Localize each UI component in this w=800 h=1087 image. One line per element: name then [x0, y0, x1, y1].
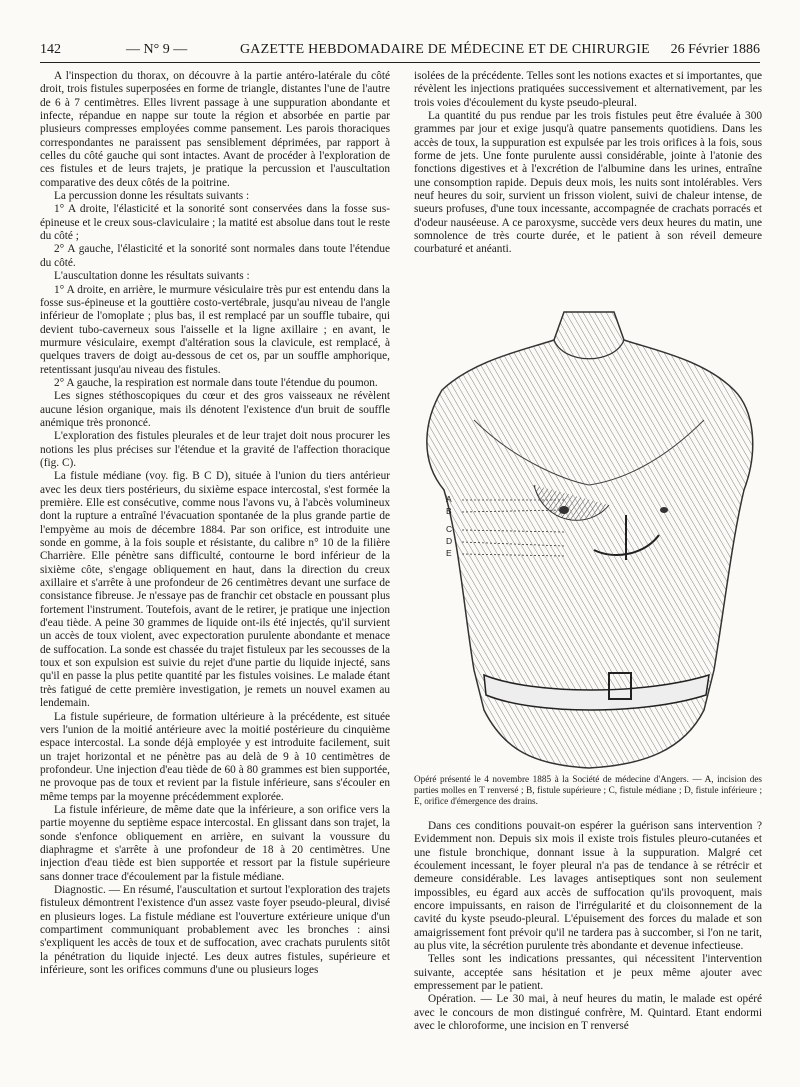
paragraph: 1° A droite, en arrière, le murmure vésiculaire très pur est entendu dans la fosse sus-épineuse et la gouttière costo-vertébrale, jusqu'au niveau de l'angle inférieur de l'omoplate ; plus bas, il est remplacé par un souffle tubaire, qui devient tubo-caverneux sous l'aisselle et la ligne axillaire ; en avant, le murmure vésiculaire, exempt d'altération sous la clavicule, est remplacé, à quelques travers de doigt au-dessous de cet os, par un souffle amphorique, retentissant jusqu'au niveau des fistules.	[40, 283, 390, 376]
paragraph: Dans ces conditions pouvait-on espérer la guérison sans intervention ? Evidemment non. Depuis six mois il existe trois fistules pleuro-cutanées et une fistule bronchique, donnant issue à la suppuration. Malgré cet écoulement incessant, le foyer pleural n'a pas de tendance à se rétrécir et demeure considérable. Les lavages antiseptiques sont non seulement impossibles, eu égard aux accès de suffocation qu'ils provoquent, mais encore impuissants, en raison de l'irrégularité et du cloisonnement de la cavité du kyste pseudo-pleural. L'épuisement des forces du malade et son amaigrissement font prévoir qu'il ne tardera pas à succomber, si l'on ne tarit, au plus vite, la sécrétion purulente très abondante et devenue infectieuse.	[414, 820, 762, 953]
left-column	[40, 70, 390, 977]
paragraph: L'auscultation donne les résultats suivants :	[54, 270, 250, 283]
issue-date: 26 Février 1886	[670, 42, 760, 57]
label-c: C	[446, 524, 453, 534]
paragraph: La fistule inférieure, de même date que la inférieure, a son orifice vers la partie moyenne du septième espace intercostal. En glissant dans son trajet, la sonde s'enfonce obliquement en arrière, en suivant la voussure du diaphragme et s'arrête à une profondeur de 18 à 20 centimètres. Une injection d'eau tiède est bien supportée et ressort par la fistule supérieure sans donner trace d'écoulement par la fistule médiane.	[40, 803, 390, 883]
paragraph: La quantité du pus rendue par les trois fistules peut être évaluée à 300 grammes par jour et exige jusqu'à quatre pansements quotidiens. Dans les accès de toux, la suppuration est expulsée par les trois orifices à la fois, sous forme de jets. Une fonte purulente aussi considérable, jointe à l'atonie des fonctions digestives et à l'excrétion de l'albumine dans les urines, entraîne une consomption rapide. Depuis deux mois, les nuits sont intolérables. Vers neuf heures du soir, survient un frisson violent, suivi de chaleur intense, de sueurs profuses, d'une toux incessante, accompagnée de crachats porracés et d'odeur nauséeuse. A ce paroxysme, succède vers deux heures du matin, une somnolence de très courte durée, et le patient à son réveil demeure courbaturé et anéanti.	[414, 110, 762, 256]
paragraph: Les signes stéthoscopiques du cœur et des gros vaisseaux ne révèlent aucune lésion organique, mais ils dénotent l'existence d'un bruit de souffle anémique très prononcé.	[40, 390, 390, 429]
issue-number: — N° 9 —	[126, 42, 188, 57]
paragraph: Diagnostic. — En résumé, l'auscultation et surtout l'exploration des trajets fistuleux démontrent l'existence d'un assez vaste foyer pseudo-pleural, divisé en plusieurs loges. La fistule médiane est l'ouverture extérieure unique d'un compartiment communiquant probablement avec les bronches : ainsi s'expliquent les accès de toux et de suffocation, avec crachats purulents sitôt la pénétration du liquide injecté. Les deux autres fistules, supérieure et inférieure, sont les orifices communs d'une ou plusieurs loges	[40, 883, 390, 977]
right-column-bottom	[414, 820, 762, 1034]
right-column-top	[414, 70, 762, 257]
torso-illustration	[414, 310, 760, 770]
running-header	[40, 40, 760, 63]
paragraph: La percussion donne les résultats suivants :	[54, 190, 250, 203]
figure-caption: Opéré présenté le 4 novembre 1885 à la Société de médecine d'Angers. — A, incision des parties molles en T renversé ; B, fistule supérieure ; C, fistule médiane ; D, fistule inférieure ; E, orifice d'émergence des drains.	[414, 774, 762, 806]
paragraph: Telles sont les indications pressantes, qui nécessitent l'intervention suivante, acceptée sans hésitation et je peux même ajouter avec empressement par le patient.	[414, 953, 762, 993]
page-number: 142	[40, 42, 61, 57]
journal-title: GAZETTE HEBDOMADAIRE DE MÉDECINE ET DE CHIRURGIE	[240, 42, 650, 57]
paragraph: isolées de la précédente. Telles sont les notions exactes et si importantes, que révèlent les injections pratiquées successivement et alternativement, par les trois voies d'écoulement du kyste pseudo-pleural.	[414, 70, 762, 109]
paragraph: La fistule supérieure, de formation ultérieure à la précédente, est située vers l'union de la moitié antérieure avec la moitié postérieure du cinquième espace intercostal. La sonde déjà employée y est introduite facilement, suit un trajet horizontal et ne pénètre pas au delà de 9 à 10 centimètres de profondeur. Une injection d'eau tiède de 60 à 80 grammes est bien supportée, ne provoque pas de toux et revient par la fistule inférieure, sans s'écouler en même temps par la moyenne précédemment explorée.	[40, 710, 390, 803]
paragraph: La fistule médiane (voy. fig. B C D), située à l'union du tiers antérieur avec les deux tiers postérieurs, du sixième espace intercostal, s'est formée la première. Elle est consécutive, comme nous l'avons vu, à l'abcès volumineux dont la rupture a entraîné l'évacuation spontanée de la plus grande partie de l'empyème au mois de décembre 1884. Par son orifice, est introduite une sonde en gomme, à la fois souple et résistante, du calibre n° 10 de la filière Charrière. Elle pénètre sans difficulté, contourne le bord inférieur de la sixième côte, s'engage obliquement en haut, dans la direction du creux axillaire et s'arrête à une profondeur de 26 centimètres devant une surface de consistance fibreuse. Je n'essaye pas de franchir cet obstacle en poussant plus fortement l'instrument. Toutefois, avant de le retirer, je pratique une injection d'eau tiède. A peine 30 grammes de liquide ont-ils été injectés, qu'il survient un accès de toux violent, avec expectoration purulente abondante et menace de suffocation. La sonde est chassée du trajet fistuleux par les secousses de la toux et son expulsion est suivie du rejet d'une partie du liquide injecté, sans qu'il en passe la plus petite quantité par les fistules voisines. Le malade étant très fatigué de cette première investigation, je remets un nouvel examen au lendemain.	[40, 470, 390, 710]
torso-engraving	[414, 310, 760, 770]
paragraph: 1° A droite, l'élasticité et la sonorité sont conservées dans la fosse sus-épineuse et le creux sous-claviculaire ; la matité est absolue dans tout le reste du côté ;	[40, 203, 390, 243]
label-e: E	[446, 548, 452, 558]
paragraph: A l'inspection du thorax, on découvre à la partie antéro-latérale du côté droit, trois fistules superposées en forme de triangle, distantes l'une de l'autre de 6 à 7 centimètres. Elles livrent passage à une suppuration abondante et infecte, répandue en nappe sur toute la région et absorbée en partie par plusieurs compresses employées comme pansement. Les parois thoraciques correspondantes ne paraissent pas sensiblement déprimées, par rapport à celles du côté gauche qui sont intactes. Avant de procéder à l'exploration de ces fistules et de leurs trajets, je pratique la percussion et l'auscultation comparative des deux côtés de la poitrine.	[40, 70, 390, 189]
label-d: D	[446, 536, 453, 546]
paragraph: 2° A gauche, la respiration est normale dans toute l'étendue du poumon.	[54, 376, 378, 389]
paragraph: 2° A gauche, l'élasticité et la sonorité sont normales dans toute l'étendue du côté.	[40, 243, 390, 269]
paragraph: Opération. — Le 30 mai, à neuf heures du matin, le malade est opéré avec le concours de mon distingué confrère, M. Quintard. Etant endormi avec le chloroforme, une incision en T renversé	[414, 993, 762, 1033]
label-b: B	[446, 506, 452, 516]
paragraph: L'exploration des fistules pleurales et de leur trajet doit nous procurer les notions les plus précises sur l'étendue et la gravité de l'affection thoracique (fig. C).	[40, 430, 390, 469]
label-a: A	[446, 494, 452, 504]
